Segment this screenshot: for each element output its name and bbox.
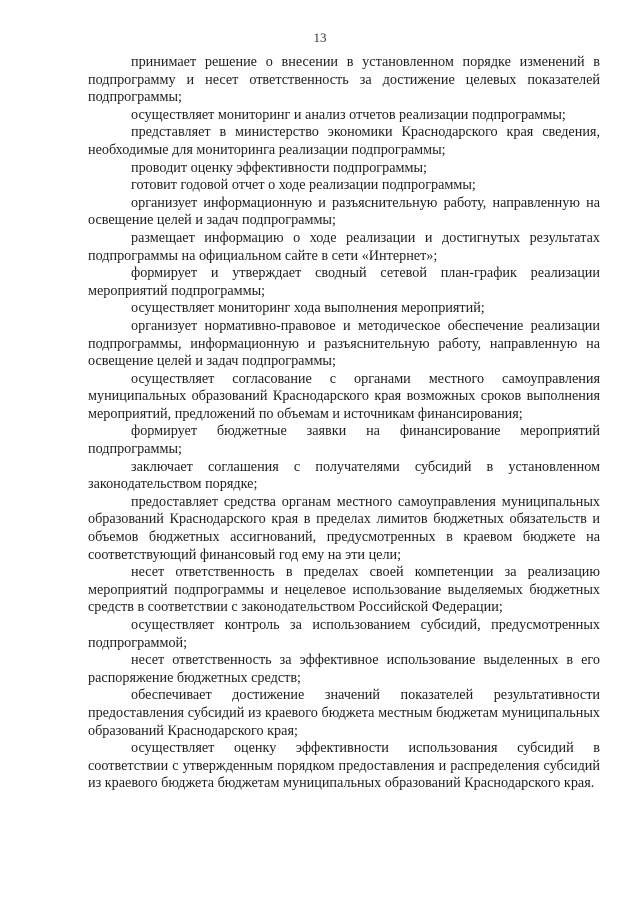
paragraph: предоставляет средства органам местного самоуправления муниципальных образований Краснодарского края в пределах лимитов бюджетных обязательств и объемов бюджетных ассигнований, предусмотренных в краевом бюджете на соответствующий финансовый год ему на эти цели;	[88, 493, 600, 563]
paragraph: осуществляет мониторинг хода выполнения мероприятий;	[131, 300, 485, 317]
paragraph: размещает информацию о ходе реализации и достигнутых результатах подпрограммы на официальном сайте в сети «Интернет»;	[88, 229, 600, 264]
document-body	[88, 54, 600, 793]
paragraph: осуществляет мониторинг и анализ отчетов реализации подпрограммы;	[131, 106, 566, 123]
paragraph: несет ответственность за эффективное использование выделенных в его распоряжение бюджетных средств;	[88, 652, 600, 686]
paragraph: формирует бюджетные заявки на финансирование мероприятий подпрограммы;	[88, 423, 600, 458]
paragraph: проводит оценку эффективности подпрограммы;	[131, 159, 427, 176]
paragraph: осуществляет согласование с органами местного самоуправления муниципальных образований Краснодарского края возможных сроков выполнения мероприятий, предложений по объемам и источникам финансирования;	[88, 370, 600, 422]
paragraph: организует нормативно-правовое и методическое обеспечение реализации подпрограммы, информационную и разъяснительную работу, направленную на освещение целей и задач подпрограммы;	[88, 317, 600, 370]
page-number: 13	[313, 30, 327, 45]
paragraph: готовит годовой отчет о ходе реализации подпрограммы;	[131, 177, 476, 194]
paragraph: обеспечивает достижение значений показателей результативности предоставления субсидий из краевого бюджета местным бюджетам муниципальных образований Краснодарского края;	[88, 687, 600, 739]
paragraph: несет ответственность в пределах своей компетенции за реализацию мероприятий подпрограммы и нецелевое использование выделяемых бюджетных средств в соответствии с законодательством Российской Федерации;	[88, 564, 600, 616]
paragraph: представляет в министерство экономики Краснодарского края сведения, необходимые для мониторинга реализации подпрограммы;	[88, 124, 600, 158]
paragraph: формирует и утверждает сводный сетевой план-график реализации мероприятий подпрограммы;	[88, 265, 600, 299]
paragraph: осуществляет оценку эффективности использования субсидий в соответствии с утвержденным порядком предоставления и распределения субсидий из краевого бюджета бюджетам муниципальных образований Краснодарского края.	[88, 740, 600, 792]
paragraph: принимает решение о внесении в установленном порядке изменений в подпрограмму и несет ответственность за достижение целевых показателей подпрограммы;	[88, 54, 600, 106]
paragraph: заключает соглашения с получателями субсидий в установленном законодательством порядке;	[88, 458, 600, 493]
paragraph: организует информационную и разъяснительную работу, направленную на освещение целей и задач подпрограммы;	[88, 194, 600, 229]
paragraph: осуществляет контроль за использованием субсидий, предусмотренных подпрограммой;	[88, 617, 600, 651]
